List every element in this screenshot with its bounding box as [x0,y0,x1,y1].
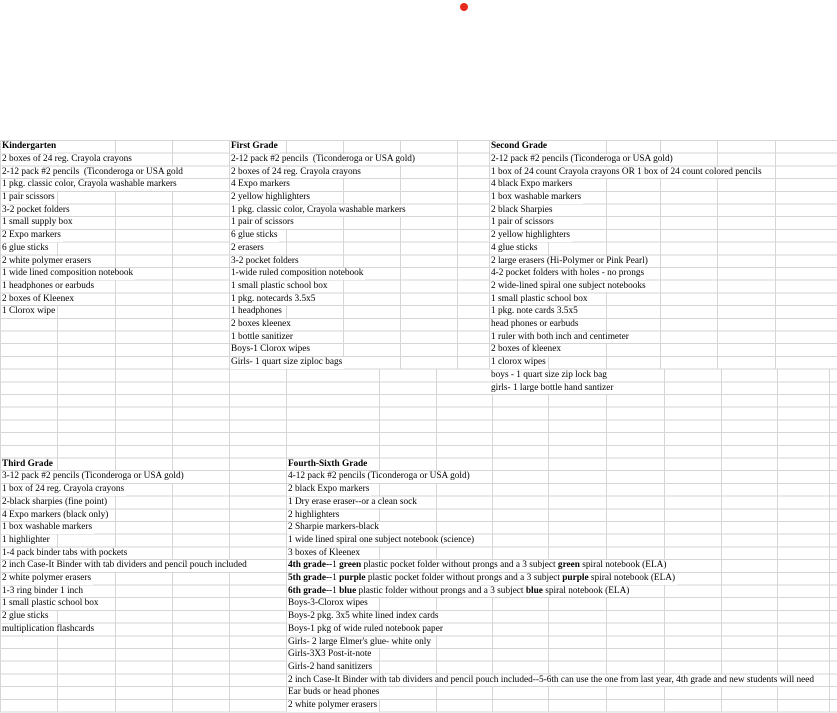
supply-item [287,548,362,560]
supply-item [490,217,556,229]
supply-item [230,179,292,191]
supply-item [287,497,419,509]
supply-item [1,586,85,598]
supply-item-text: 1 small plastic school box [231,280,328,291]
supply-item-text: 1 bottle sanitizer [231,331,293,342]
supply-item-text: 2 inch Case-It Binder with tab dividers and pencil pouch included [2,560,247,571]
supply-item [1,497,109,509]
supply-item [1,217,75,229]
supply-item-fragment: 1 [332,560,340,571]
supply-item [1,522,94,534]
supply-item [230,281,330,293]
supply-item [1,560,249,572]
supply-item-text: 2 erasers [231,242,264,253]
supply-item-text: 1-wide ruled composition notebook [231,268,364,279]
supply-item [490,205,554,217]
supply-item [1,154,134,166]
supply-item-text: 2-12 pack #2 pencils (Ticonderoga or USA gold) [491,153,673,164]
supply-item [230,192,312,204]
supply-item-text: Boys-1 Clorox wipes [231,344,311,355]
supply-item [490,230,572,242]
supply-item-fragment: spiral notebook (ELA) [542,585,630,596]
supply-item-text: 1 wide lined spiral one subject notebook (science) [288,534,475,545]
supply-item [287,586,631,598]
supply-item-text: 2 large erasers (Hi-Polymer or Pink Pearl) [491,255,648,266]
supply-item-text: 2 boxes of kleenex [491,344,561,355]
supply-item-text: Ear buds or head phones [288,687,380,698]
supply-item [1,510,110,522]
supply-item-text: boys - 1 quart size zip lock bag [491,369,607,380]
supply-item-text: 1 pair of scissors [491,217,554,228]
supply-item [287,700,379,712]
supply-item [490,344,563,356]
supply-item-text: 4 glue sticks [491,242,538,253]
supply-item [287,522,381,534]
supply-item-fragment: spiral notebook (ELA) [579,560,667,571]
supply-item-text: 2-black sharpies (fine point) [2,496,108,507]
supply-item [1,624,96,636]
supply-item-text: 1 headphones or earbuds [2,280,95,291]
supply-item [230,154,417,166]
supply-item [490,192,583,204]
supply-item [230,217,296,229]
supply-item-bold-fragment: 5th grade-- [288,573,333,583]
supply-item-text: 2 boxes of 24 reg. Crayola crayons [2,153,132,164]
supply-item [287,662,374,674]
supply-item-text: Girls- 2 large Elmer's glue- white only [288,636,431,647]
supply-item-text: 2 Sharpie markers-black [288,522,379,533]
supply-item-text: 2 wide-lined spiral one subject notebooks [491,280,646,291]
supply-item [287,598,370,610]
supply-item-text: Girls-3X3 Post-it-note [288,649,372,660]
supply-item [230,167,363,179]
supply-item-bold-fragment: purple [562,573,589,583]
supply-item-bold-fragment: 4th grade-- [288,560,333,571]
section-title [230,141,280,153]
section-title [490,141,549,153]
supply-item-text [287,573,677,585]
supply-item-text: 3-2 pocket folders [2,204,70,215]
supply-item [230,294,317,306]
section-title-text: First Grade [231,141,278,152]
supply-item [287,624,445,636]
supply-item-text: 2 white polymer erasers [288,700,378,710]
supply-item-text: 2 inch Case-It Binder with tab dividers and pencil pouch included--5-6th can use the one from last year, 4th grade and new students will need [288,674,815,685]
supply-item-text: 2 yellow highlighters [231,192,311,202]
supply-item [1,230,63,242]
supply-item-text: 1 Dry erase eraser--or a clean sock [288,496,417,507]
supply-item-text: 6 glue sticks [2,242,49,253]
supply-item [1,205,72,217]
supply-item-text: 4 Expo markers [231,179,290,190]
supply-item-fragment: plastic pocket folder without prongs and a 3 subject [365,573,563,583]
supply-item [287,510,341,522]
supply-item [1,243,50,255]
supply-item-text: 2 highlighters [288,509,340,520]
supply-item-fragment: 1 [332,573,340,583]
section-title [287,459,369,471]
section-title-text: Fourth-Sixth Grade [288,458,368,469]
supply-item [490,256,650,268]
supply-item-text: 4-12 pack #2 pencils (Ticonderoga or USA gold) [288,471,470,482]
supply-item-bold-fragment: green [557,560,580,571]
supply-item [287,560,668,572]
supply-item-text: 2-12 pack #2 pencils (Ticonderoga or USA gold [2,166,183,177]
supply-item-bold-fragment: purple [339,573,366,583]
supply-item [1,281,96,293]
supply-item [230,319,293,331]
red-dot-indicator [460,3,468,11]
spreadsheet-grid [0,140,837,713]
supply-item-text: 3-12 pack #2 pencils (Ticonderoga or USA gold) [2,471,184,482]
supply-item-text: 1 small supply box [2,217,73,228]
supply-item [287,535,476,547]
supply-item-text: Boys-1 pkg of wide ruled notebook paper [288,623,443,634]
supply-item [490,167,764,179]
supply-item-fragment: plastic folder without prongs and a 3 subject [356,585,526,596]
supply-item-text: 2 black Sharpies [491,204,553,215]
supply-item-text: Girls- 1 quart size ziploc bags [231,357,343,368]
supply-item-text: multiplication flashcards [2,623,95,634]
supply-item [1,598,101,610]
supply-item-text: 4 Expo markers (black only) [2,509,109,520]
supply-item [490,383,615,395]
supply-item [230,332,295,344]
supply-item [490,357,548,369]
supply-item-text: Girls-2 hand sanitizers [288,661,373,672]
supply-item-text: 1 box washable markers [2,522,93,533]
supply-list-sections [0,140,837,713]
supply-item-text: 1 pkg. classic color, Crayola washable markers [231,204,406,215]
supply-item [490,370,609,382]
supply-item-text: 1 Clorox wipe [2,306,56,317]
supply-item-text: 1 box of 24 reg. Crayola crayons [2,484,125,495]
supply-item-text: 1 pkg. notecards 3.5x5 [231,293,316,304]
supply-item-bold-fragment: blue [339,585,357,596]
supply-item [490,332,631,344]
supply-item-text: 1 pkg. classic color, Crayola washable markers [2,179,177,190]
supply-item [1,167,185,179]
supply-item-text: 1 pkg. note cards 3.5x5 [491,306,578,317]
supply-item-text: 4-2 pocket folders with holes - no prongs [491,268,645,279]
supply-item [230,243,266,255]
supply-item [230,268,365,280]
supply-item-text: 1 clorox wipes [491,357,546,368]
supply-item [1,471,186,483]
supply-item [490,281,648,293]
supply-item [287,484,371,496]
supply-item [287,675,816,687]
supply-item-text: 3 boxes of Kleenex [288,547,361,558]
supply-item-text: 2 white polymer erasers [2,255,92,266]
supply-item [1,256,93,268]
supply-item-text: 2 boxes of 24 reg. Crayola crayons [231,166,361,177]
supply-item-text [287,560,668,572]
supply-item-text: 1 highlighter [2,534,50,545]
supply-item-text: Boys-3-Clorox wipes [288,598,368,609]
section-title [1,141,58,153]
supply-item-text: 1 small plastic school box [2,598,99,609]
supply-item-text: Boys-2 pkg. 3x5 white lined index cards [288,611,439,622]
supply-item [230,205,408,217]
section-title-text: Second Grade [491,141,548,152]
supply-item-bold-fragment: 6th grade-- [288,585,333,596]
supply-item [1,573,93,585]
supply-item-text: 6 glue sticks [231,230,278,241]
supply-item [287,637,433,649]
supply-item [1,294,76,306]
section-title-text: Kindergarten [2,141,57,152]
supply-item-fragment: spiral notebook (ELA) [588,573,676,583]
supply-item-text: 2 yellow highlighters [491,230,571,241]
supply-item [1,484,126,496]
supply-item-text [287,586,631,598]
supply-item-text: 2-12 pack #2 pencils (Ticonderoga or USA gold) [231,153,416,164]
supply-item [490,243,539,255]
supply-item [287,471,472,483]
supply-item-bold-fragment: green [339,560,362,571]
supply-item-text: 2 boxes kleenex [231,319,291,329]
supply-item-text: 1 wide lined composition notebook [2,268,134,279]
supply-item-text: 1 pair of scissors [231,217,294,228]
supply-item [490,179,574,191]
supply-item [287,611,441,623]
supply-item-text: head phones or earbuds [491,319,579,329]
supply-item-text: 2 white polymer erasers [2,573,92,583]
supply-item [1,548,129,560]
supply-item-text: girls- 1 large bottle hand santizer [491,382,614,393]
supply-item-text: 2 Expo markers [2,230,61,241]
supply-item-text: 2 glue sticks [2,611,49,622]
supply-item-fragment: 1 [332,585,340,596]
supply-item [490,306,580,318]
supply-item-text: 1 small plastic school box [491,293,588,304]
supply-item [1,268,135,280]
supply-item [490,319,581,331]
supply-item [287,573,677,585]
supply-item-text: 3-2 pocket folders [231,255,299,266]
supply-item [230,344,312,356]
supply-item [1,306,57,318]
supply-item [230,230,279,242]
supply-item [287,687,381,699]
supply-item-text: 1 pair scissors [2,192,55,202]
supply-item [230,306,284,318]
supply-item-text: 1-4 pack binder tabs with pockets [2,547,128,558]
supply-item [490,294,590,306]
supply-item-fragment: plastic pocket folder without prongs and a 3 subject [361,560,558,571]
supply-item [490,268,646,280]
supply-item-text: 4 black Expo markers [491,179,573,190]
supply-item-text: 1 ruler with both inch and centimeter [491,331,629,342]
supply-item [1,179,179,191]
supply-item-text: 1 box of 24 count Crayola crayons OR 1 box of 24 count colored pencils [491,166,762,177]
supply-item-text: 1 box washable markers [491,192,582,202]
supply-item-text: 1 headphones [231,306,282,317]
supply-item-text: 1-3 ring binder 1 inch [2,585,84,596]
section-title [1,459,55,471]
supply-item [230,357,344,369]
supply-item [490,154,675,166]
supply-item [1,611,50,623]
supply-item-text: 2 boxes of Kleenex [2,293,75,304]
section-title-text: Third Grade [2,458,53,469]
supply-item-text: 2 black Expo markers [288,484,370,495]
supply-item [1,192,57,204]
supply-item-bold-fragment: blue [525,585,543,596]
supply-item [1,535,52,547]
supply-item [287,649,373,661]
supply-item [230,256,301,268]
